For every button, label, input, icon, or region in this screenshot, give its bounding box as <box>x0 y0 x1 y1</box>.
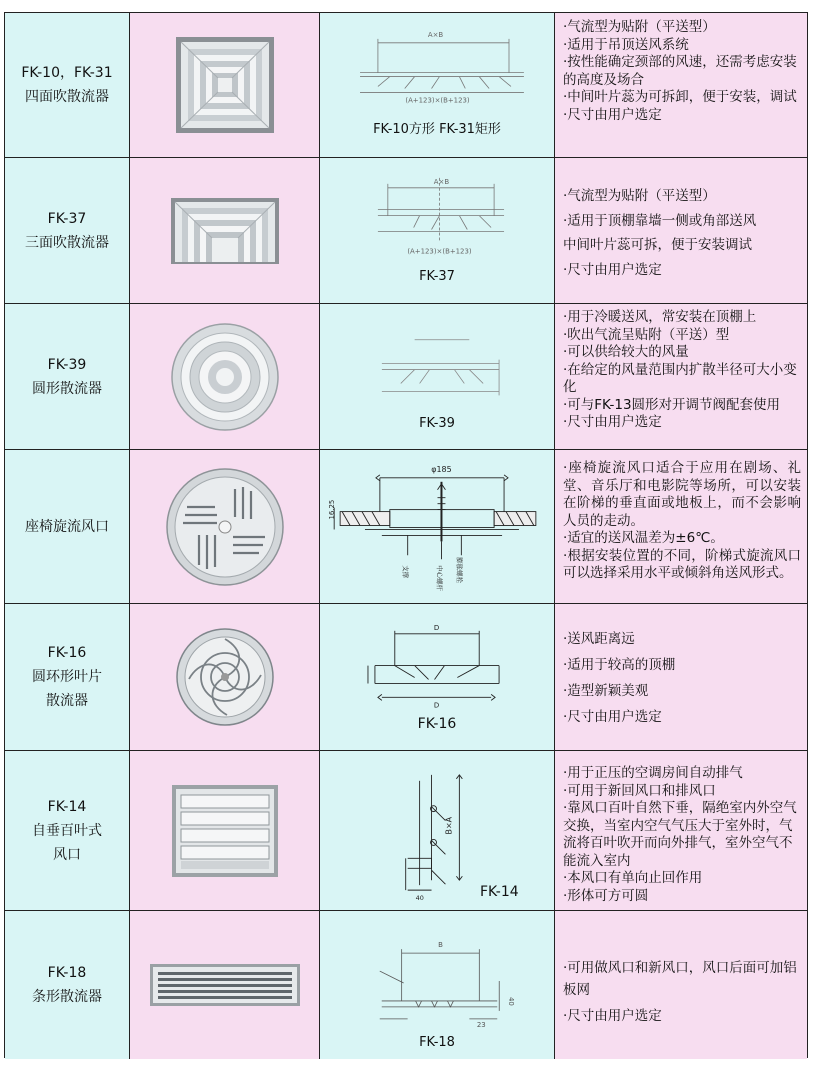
feature-item: ·中间叶片蕊为可拆卸，便于安装，调试 <box>563 89 797 105</box>
drawing-cell <box>320 911 555 1059</box>
drawing-caption: FK-18 <box>419 1035 455 1050</box>
linear-slot-diffuser-photo <box>150 964 300 1006</box>
model-name: FK-14 自垂百叶式 风口 <box>32 798 102 863</box>
louver-vent-photo <box>172 785 278 877</box>
features-cell <box>555 911 807 1059</box>
drawing-cell <box>320 13 555 157</box>
model-name: FK-18 条形散流器 <box>32 965 102 1005</box>
table-row <box>5 450 807 604</box>
table-row <box>5 911 807 1059</box>
features-cell <box>555 304 807 449</box>
feature-list <box>563 309 801 432</box>
features-cell <box>555 751 807 910</box>
feature-item: ·可用于新回风口和排风口 <box>563 782 716 799</box>
model-name-cell <box>5 911 130 1059</box>
feature-item: ·尺寸由用户选定 <box>563 106 662 123</box>
square-diffuser-photo <box>176 37 274 133</box>
dimension-label: A×B <box>427 30 444 39</box>
model-name-cell <box>5 450 130 603</box>
feature-item: ·适用于吊顶送风系统 <box>563 36 689 53</box>
product-photo-cell <box>130 158 320 303</box>
dimension-label: 23 <box>476 1020 486 1029</box>
feature-item: ·造型新颖美观 <box>563 683 649 699</box>
feature-item: ·可与FK-13圆形对开调节阀配套使用 <box>563 396 781 413</box>
part-label: 中心螺杆 <box>435 565 444 592</box>
feature-item: ·适用于较高的顶棚 <box>563 657 676 673</box>
table-row <box>5 751 807 911</box>
model-name-cell <box>5 13 130 157</box>
dimension-label: D <box>433 623 440 632</box>
model-name-cell <box>5 604 130 750</box>
drawing-cell <box>320 450 555 603</box>
dimension-label: 40 <box>415 894 424 903</box>
product-photo-cell <box>130 911 320 1059</box>
feature-item: ·本风口有单向止回作用 <box>563 870 703 886</box>
model-name: 座椅旋流风口 <box>25 518 109 535</box>
feature-item: ·用于冷暖送风，常安装在顶棚上 <box>563 309 757 325</box>
feature-item: ·尺寸由用户选定 <box>563 414 662 430</box>
drawing-caption: FK-14 <box>480 884 519 900</box>
drawing-caption: FK-39 <box>419 416 455 431</box>
feature-item: ·根据安装位置的不同，阶梯式旋流风口可以选择采用水平或倾斜角送风形式。 <box>563 547 801 581</box>
drawing-caption: FK-16 <box>417 716 457 732</box>
model-name-cell <box>5 158 130 303</box>
model-name: FK-39 圆形散流器 <box>32 356 102 397</box>
feature-item: ·适宜的送风温差为±6℃。 <box>563 530 724 546</box>
model-name: FK-16 圆环形叶片 散流器 <box>32 645 102 709</box>
feature-item: ·适用于顶棚靠墙一侧或角部送风 <box>563 212 757 229</box>
feature-item: ·气流型为贴附（平送型） <box>563 188 716 204</box>
feature-item: 中间叶片蕊可拆，便于安装调试 <box>563 237 752 253</box>
feature-item: ·在给定的风量范围内扩散半径可大小变化 <box>563 361 797 395</box>
feature-item: ·尺寸由用户选定 <box>563 1008 662 1024</box>
dimension-label: D <box>433 701 440 710</box>
dimension-label: (A+123)×(B+123) <box>405 96 470 105</box>
drawing-cell <box>320 604 555 750</box>
features-cell <box>555 13 807 157</box>
features-cell <box>555 158 807 303</box>
seat-outlet-section-drawing <box>320 450 554 603</box>
product-table <box>4 12 808 1058</box>
feature-item: ·座椅旋流风口适合于应用在剧场、礼堂、音乐厅和电影院等场所，可以安装在阶梯的垂直面或地板上，而不会影响人员的走动。 <box>563 460 801 529</box>
dimension-label: 16.25 <box>328 499 337 520</box>
model-name: FK-10，FK-31 四面吹散流器 <box>21 65 113 105</box>
feature-item: ·靠风口百叶自然下垂，隔绝室内外空气交换，当室内空气气压大于室外时，气流将百叶吹开而向外排气，室外空气不能流入室内 <box>563 800 797 869</box>
feature-item: ·尺寸由用户选定 <box>563 261 662 278</box>
round-diffuser-photo <box>170 322 280 432</box>
feature-item: ·吹出气流呈贴附（平送）型 <box>563 326 730 343</box>
feature-item: ·形体可方可圆 <box>563 887 649 904</box>
three-way-diffuser-photo <box>171 198 279 264</box>
feature-item: ·可用做风口和新风口，风口后面可加铝板网 <box>563 960 797 998</box>
feature-list <box>563 460 801 583</box>
model-name-cell <box>5 304 130 449</box>
table-row <box>5 604 807 751</box>
drawing-cell <box>320 304 555 449</box>
drawing-cell <box>320 751 555 910</box>
feature-list <box>563 957 801 1027</box>
features-cell <box>555 604 807 750</box>
drawing-caption: FK-10方形 FK-31矩形 <box>373 122 501 137</box>
product-photo-cell <box>130 604 320 750</box>
product-photo-cell <box>130 13 320 157</box>
model-name: FK-37 三面吹散流器 <box>25 210 109 251</box>
drawing-caption: FK-37 <box>419 269 455 284</box>
swirl-diffuser-photo <box>165 467 285 587</box>
product-photo-cell <box>130 304 320 449</box>
table-row <box>5 158 807 304</box>
dimension-label: (A+123)×(B+123) <box>407 247 472 256</box>
feature-item: ·用于正压的空调房间自动排气 <box>563 765 743 781</box>
feature-list <box>563 630 801 726</box>
dimension-label: B×A <box>444 816 454 835</box>
dimension-label: A×B <box>433 177 450 186</box>
table-row <box>5 304 807 450</box>
feature-item: ·送风距离远 <box>563 631 635 647</box>
feature-list <box>563 765 801 905</box>
feature-list <box>563 188 801 286</box>
feature-item: ·可以供给较大的风量 <box>563 344 689 360</box>
part-label: 膨胀螺栓 <box>455 557 464 584</box>
dimension-label: B <box>438 941 443 950</box>
product-photo-cell <box>130 450 320 603</box>
drawing-cell <box>320 158 555 303</box>
dimension-label: 40 <box>507 996 516 1006</box>
table-row <box>5 13 807 158</box>
product-photo-cell <box>130 751 320 910</box>
features-cell <box>555 450 807 603</box>
ring-blade-diffuser-photo <box>175 627 275 727</box>
part-label: 支撑 <box>401 565 410 579</box>
dimension-label: φ185 <box>431 464 452 474</box>
feature-item: ·按性能确定颈部的风速，还需考虑安装的高度及场合 <box>563 54 797 88</box>
feature-list <box>563 19 801 124</box>
feature-item: ·尺寸由用户选定 <box>563 709 662 725</box>
model-name-cell <box>5 751 130 910</box>
feature-item: ·气流型为贴附（平送型） <box>563 19 716 35</box>
